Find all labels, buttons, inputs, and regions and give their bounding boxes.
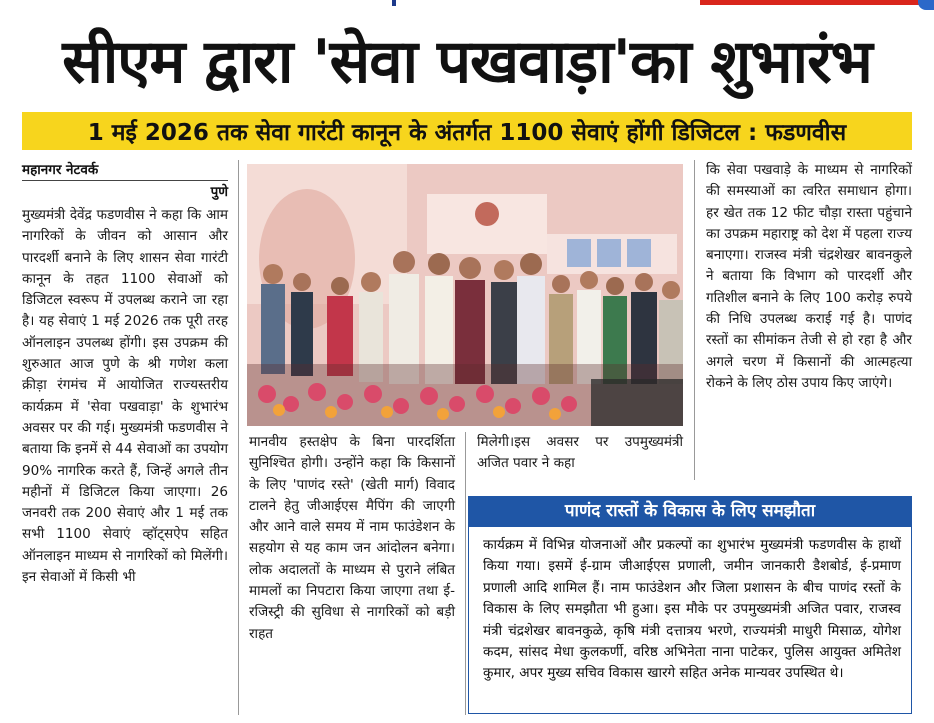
top-strip-blue-corner: [918, 0, 934, 10]
top-strip-red-bar: [700, 0, 920, 5]
sidebar-box-text: कार्यक्रम में विभिन्न योजनाओं और प्रकल्पों का शुभारंभ मुख्यमंत्री फडणवीस के हाथों किया गया। इसमें ई-ग्राम जीआईएस प्रणाली, जमीन जानकारी डैशबोर्ड, ई-प्रमाण प्रणाली आदि शामिल हैं। नाम फाउंडेशन और जिला प्रशासन के बीच पाणंद रस्तों के विकास के लिए समझौता भी हुआ। इस मौके पर उपमुख्यमंत्री अजित पवार, राजस्व मंत्री चंद्रशेखर बावनकुळे, कृषि मंत्री दत्तात्रय भरणे, राज्यमंत्री माधुरी मिसाळ, योगेश कदम, सांसद मेधा कुलकर्णी, वरिष्ठ अभिनेता नाना पाटेकर, पुलिस आयुक्त अमितेश कुमार, अपर मुख्य सचिव विकास खारगे सहित अनेक मान्यवर उपस्थित थे।: [483, 537, 901, 682]
sidebar-box: [468, 526, 912, 714]
article-text-col2: मानवीय हस्तक्षेप के बिना पारदर्शिता सुनिश्चित होगी। उन्होंने कहा कि किसानों के लिए 'पाणंद रस्ते' (खेती मार्ग) विवाद टालने हेतु जीआईएस मैपिंग की जाएगी और आने वाले समय में नाम फाउंडेशन के सहयोग से यह काम जन आंदोलन बनेगा। लोक अदालतों के माध्यम से पुराने लंबित मामलों का निपटारा किया जाएगा तथा ई-रजिस्ट्री की सुविधा से नागरिकों को बड़ी राहत: [249, 434, 455, 642]
dateline: पुणे: [210, 184, 228, 200]
byline: महानगर नेटवर्क: [22, 160, 228, 181]
column-divider-3: [694, 160, 695, 480]
column-divider-1: [238, 160, 239, 715]
subheadline: 1 मई 2026 तक सेवा गारंटी कानून के अंतर्गत 1100 सेवाएं होंगी डिजिटल : फडणवीस: [87, 120, 847, 146]
article-text-col3: मिलेगी।इस अवसर पर उपमुख्यमंत्री अजित पवार ने कहा: [477, 434, 683, 472]
column-divider-2: [465, 432, 466, 715]
article-column-3: [477, 432, 683, 475]
article-column-4: [706, 160, 912, 394]
sidebar-box-title: पाणंद रास्तों के विकास के लिए समझौता: [468, 496, 912, 526]
article-column-1: [22, 205, 228, 588]
top-strip-navy-mark: [392, 0, 396, 6]
article-text-col1: मुख्यमंत्री देवेंद्र फडणवीस ने कहा कि आम नागरिकों के जीवन को आसान और पारदर्शी बनाने के लिए शासन सेवा गारंटी कानून के तहत 1100 सेवाओं को डिजिटल स्वरूप में उपलब्ध कराने जा रहा है। यह सेवाएं 1 मई 2026 तक पूरी तरह ऑनलाइन उपलब्ध होंगी। इस उपक्रम की शुरुआत आज पुणे के श्री गणेश कला क्रीड़ा रंगमंच में आयोजित राज्यस्तरीय कार्यक्रम में 'सेवा पखवाड़ा' के शुभारंभ अवसर पर की गई। मुख्यमंत्री फडणवीस ने बताया कि इनमें से 44 सेवाओं का उपयोग 90% नागरिक करते हैं, जिन्हें अगले तीन महीनों में डिजिटल किया जाएगा। 26 जनवरी तक 200 सेवाएं और 1 मई तक सभी 1100 सेवाएं व्हॉट्सऐप सहित ऑनलाइन माध्यम से नागरिकों को मिलेंगी। इन सेवाओं में किसी भी: [22, 207, 228, 586]
event-photo-illustration: [247, 164, 683, 426]
top-color-strip: [0, 0, 934, 8]
headline: सीएम द्वारा 'सेवा पखवाड़ा'का शुभारंभ: [62, 27, 872, 97]
subheadline-banner: [22, 112, 912, 150]
event-photo: [247, 164, 683, 426]
article-column-2: [249, 432, 455, 645]
article-text-col4: कि सेवा पखवाड़े के माध्यम से नागरिकों की समस्याओं का त्वरित समाधान होगा। हर खेत तक 12 फीट चौड़ा रास्ता पहुंचाने का उपक्रम महाराष्ट्र को देश में पहला राज्य बनाएगा। राजस्व मंत्री चंद्रशेखर बावनकुले ने बताया कि विभाग को पारदर्शी और गतिशील बनाने के लिए 100 करोड़ रुपये की निधि उपलब्ध कराई गई है। पाणंद रस्तों का सीमांकन तेजी से हो रहा है और अगले चरण में किसानों की आत्महत्या रोकने के लिए ठोस उपाय किए जाएंगे।: [706, 162, 912, 391]
